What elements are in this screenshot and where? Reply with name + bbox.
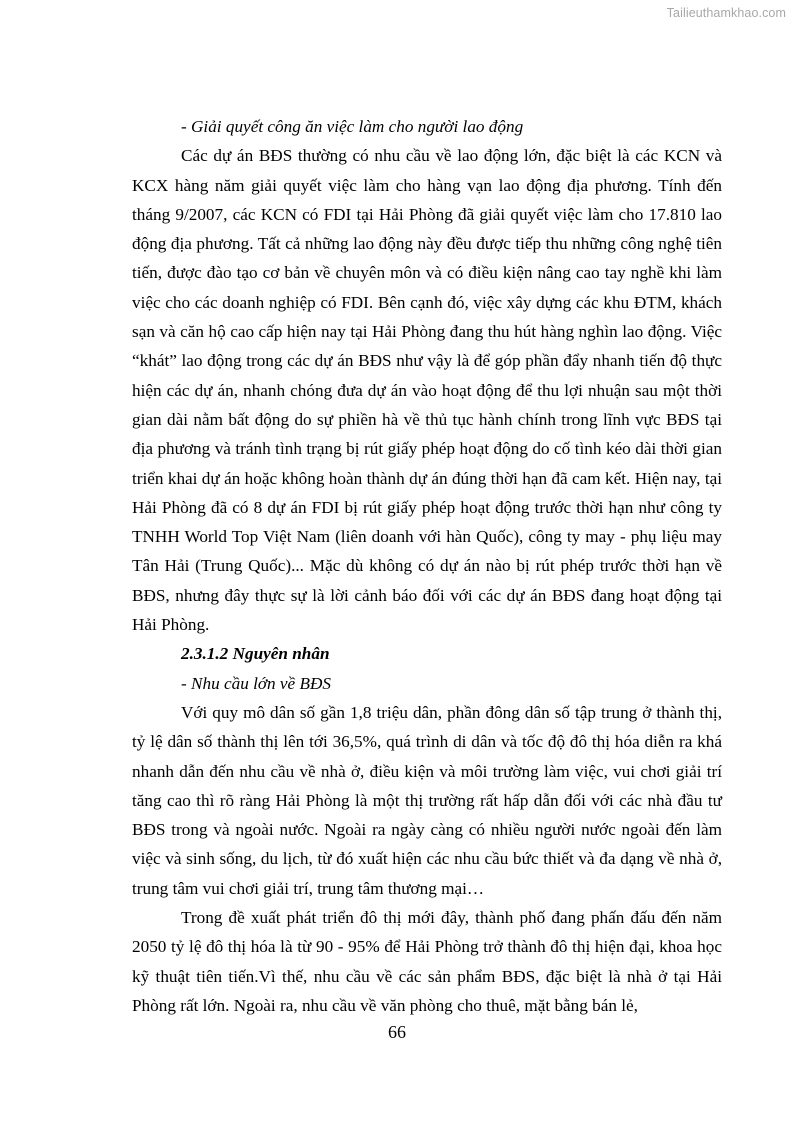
section-heading-causes: 2.3.1.2 Nguyên nhân [181,644,330,664]
subheading-employment: - Giải quyết công ăn việc làm cho người lao động [181,117,524,136]
paragraph-urbanization: Trong đề xuất phát triển đô thị mới đây, thành phố đang phấn đấu đến năm 2050 tỷ lệ đô thị hóa là từ 90 - 95% để Hải Phòng trở thành đô thị hiện đại, khoa học kỹ thuật tiên tiến.Vì thế, nhu cầu về các sản phẩm BĐS, đặc biệt là nhà ở tại Hải Phòng rất lớn. Ngoài ra, nhu cầu về văn phòng cho thuê, mặt bằng bán lẻ, [132,908,722,1015]
paragraph-employment: Các dự án BĐS thường có nhu cầu về lao động lớn, đặc biệt là các KCN và KCX hàng năm giải quyết việc làm cho hàng vạn lao động địa phương. Tính đến tháng 9/2007, các KCN có FDI tại Hải Phòng đã giải quyết việc làm cho 17.810 lao động địa phương. Tất cả những lao động này đều được tiếp thu những công nghệ tiên tiến, được đào tạo cơ bản về chuyên môn và có điều kiện nâng cao tay nghề khi làm việc cho các doanh nghiệp có FDI. Bên cạnh đó, việc xây dựng các khu ĐTM, khách sạn và căn hộ cao cấp hiện nay tại Hải Phòng đang thu hút hàng nghìn lao động. Việc “khát” lao động trong các dự án BĐS như vậy là để góp phần đẩy nhanh tiến độ thực hiện các dự án, nhanh chóng đưa dự án vào hoạt động để thu lợi nhuận sau một thời gian dài nằm bất động do sự phiền hà về thủ tục hành chính trong lĩnh vực BĐS tại địa phương và tránh tình trạng bị rút giấy phép hoạt động do cố tình kéo dài thời gian triển khai dự án hoặc không hoàn thành dự án đúng thời hạn đã cam kết. Hiện nay, tại Hải Phòng đã có 8 dự án FDI bị rút giấy phép hoạt động trước thời hạn như công ty TNHH World Top Việt Nam (liên doanh với hàn Quốc), công ty may - phụ liệu may Tân Hải (Trung Quốc)... Mặc dù không có dự án nào bị rút phép trước thời hạn về BĐS, nhưng đây thực sự là lời cảnh báo đối với các dự án BĐS đang hoạt động tại Hải Phòng. [132,146,722,635]
document-body [132,112,722,1020]
paragraph-population: Với quy mô dân số gần 1,8 triệu dân, phần đông dân số tập trung ở thành thị, tỷ lệ dân số thành thị lên tới 36,5%, quá trình di dân và tốc độ đô thị hóa diễn ra khá nhanh dẫn đến nhu cầu về nhà ở, điều kiện và môi trường làm việc, vui chơi giải trí tăng cao thì rõ ràng Hải Phòng là một thị trường rất hấp dẫn đối với các nhà đầu tư BĐS trong và ngoài nước. Ngoài ra ngày càng có nhiều người nước ngoài đến làm việc và sinh sống, du lịch, từ đó xuất hiện các nhu cầu bức thiết và đa dạng về nhà ở, trung tâm vui chơi giải trí, trung tâm thương mại… [132,702,722,898]
subheading-demand: - Nhu cầu lớn về BĐS [181,673,331,693]
page-number: 66 [388,1022,406,1042]
watermark: Tailieuthamkhao.com [666,6,786,20]
